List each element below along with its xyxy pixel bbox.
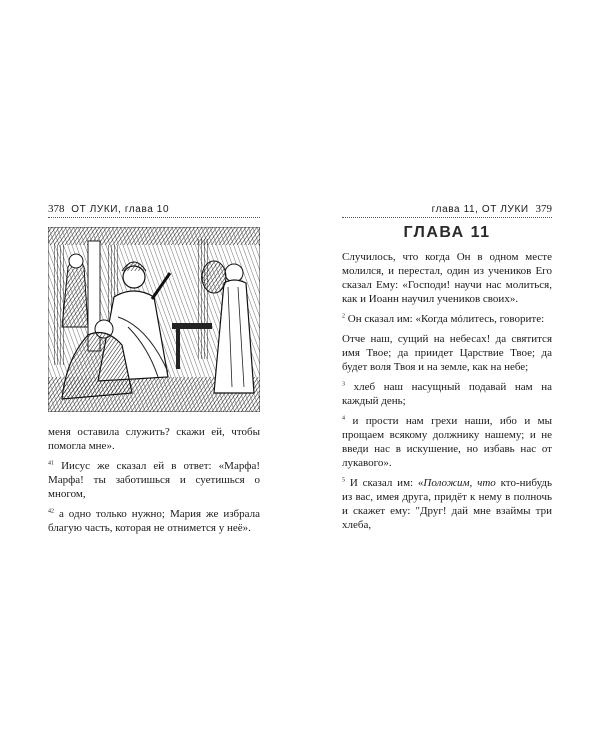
right-running-title: глава 11, ОТ ЛУКИ [431,204,529,215]
right-running-header [342,203,552,217]
engraving-jesus-martha-mary-icon [48,227,260,412]
verse-number: 5 [342,477,345,484]
left-page-number: 378 [48,203,65,215]
paragraph-text: Случилось, что когда Он в одном месте молился, и перестал, один из учеников Его сказал Ему: «Господи! научи нас молиться, как и Иоанн научил учеников своих». [342,251,552,305]
right-header-rule [342,217,552,218]
verse-paragraph [342,476,552,532]
paragraph-text: кто-нибудь из вас, имея друга, придёт к нему в полночь и скажет ему: "Друг! дай мне взаймы три хлеба, [342,477,553,531]
paragraph [48,425,260,453]
paragraph-italic-text: Положим, что [423,477,496,489]
paragraph-text: Иисус же сказал ей в ответ: «Марфа! Марфа! ты заботишься и суетишься о многом, [48,460,260,500]
paragraph-text: а одно только нужно; Мария же избрала благую часть, которая не отнимется у неё». [48,508,260,534]
paragraph-text: и прости нам грехи наши, ибо и мы прощаем всякому должнику нашему; и не введи нас в искушение, но избавь нас от лукавого». [342,415,553,469]
verse-number: 3 [342,381,345,388]
verse-number: 2 [342,313,345,320]
paragraph-text: Отче наш, сущий на небесах! да святится имя Твое; да приидет Царствие Твое; да будет воля Твоя и на земле, как на небе; [342,333,552,373]
paragraph [342,332,552,374]
verse-number: 4 [342,415,345,422]
verse-number: 42 [48,508,54,515]
paragraph-text: Он сказал им: «Когда мóлитесь, говорите: [347,313,545,325]
verse-paragraph [342,380,552,408]
verse-paragraph [48,459,260,501]
verse-paragraph [48,507,260,535]
left-header-rule [48,217,260,218]
left-running-title: ОТ ЛУКИ, глава 10 [71,204,170,215]
paragraph [342,250,552,306]
chapter-title: ГЛАВА 11 [403,224,491,241]
verse-paragraph [342,414,552,470]
left-running-header [48,203,260,217]
right-body-text [342,250,552,538]
right-page-number: 379 [535,203,552,215]
paragraph-text: меня оставила служить? скажи ей, чтобы помогла мне». [48,426,260,452]
verse-number: 41 [48,460,54,467]
paragraph-text: И сказал им: « [349,477,424,489]
verse-paragraph [342,312,552,326]
engraving-illustration [48,227,260,412]
left-body-text [48,425,260,541]
right-page [300,0,600,750]
paragraph-text: хлеб наш насущный подавай нам на каждый день; [342,381,553,407]
